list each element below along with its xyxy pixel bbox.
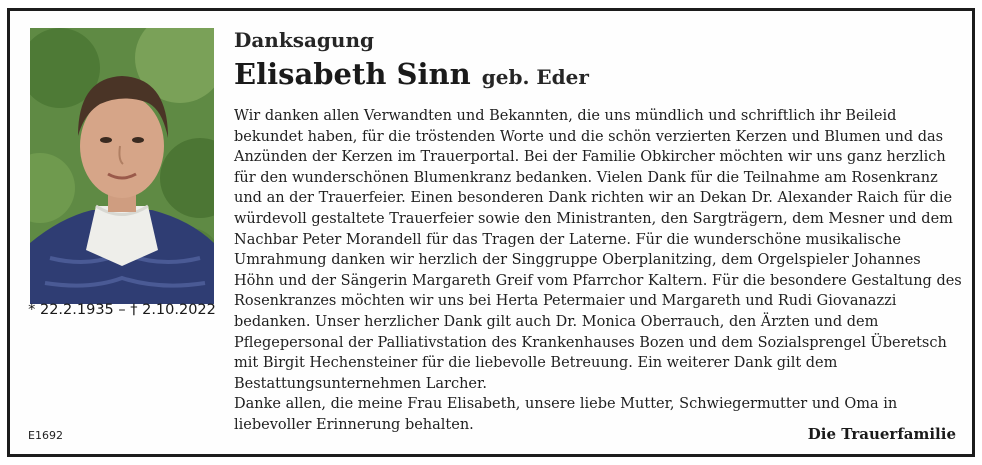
notice-heading: Danksagung <box>234 28 374 52</box>
notice-code: E1692 <box>28 429 63 442</box>
maiden-name: geb. Eder <box>481 65 589 89</box>
closing-paragraph: Danke allen, die meine Frau Elisabeth, unsere liebe Mutter, Schwiegermutter und Oma in liebevoller Erinnerung behalten. <box>234 396 898 433</box>
acknowledgement-text <box>234 106 964 436</box>
life-dates: * 22.2.1935 – † 2.10.2022 <box>28 302 216 318</box>
portrait-photo <box>30 28 214 304</box>
name-line <box>234 57 589 91</box>
deceased-name: Elisabeth Sinn <box>234 57 471 91</box>
signature: Die Trauerfamilie <box>807 425 956 443</box>
thanks-paragraph: Wir danken allen Verwandten und Bekannten, die uns mündlich und schriftlich ihr Beileid bekundet haben, für die tröstenden Worte und die schön verzierten Kerzen und Blumen und das Anzünden der Kerzen im Trauerportal. Bei der Familie Obkircher möchten wir uns ganz herzlich für den wunderschönen Blumenkranz bedanken. Vielen Dank für die Teilnahme am Rosenkranz und an der Trauerfeier. Einen besonderen Dank richten wir an Dekan Dr. Alexander Raich für die würdevoll gestaltete Trauerfeier sowie den Ministranten, den Sargträgern, dem Mesner und dem Nachbar Peter Morandell für das Tragen der Laterne. Für die wunderschöne musikalische Umrahmung danken wir herzlich der Singgruppe Oberplanitzing, dem Orgelspieler Johannes Höhn und der Sängerin Margareth Greif vom Pfarrchor Kaltern. Für die besondere Gestaltung des Rosenkranzes möchten wir uns bei Herta Petermaier und Margareth und Rudi Giovanazzi bedanken. Unser herzlicher Dank gilt auch Dr. Monica Oberrauch, den Ärzten und dem Pflegepersonal der Palliativstation des Krankenhauses Bozen und dem Sozialsprengel Überetsch mit Birgit Hechensteiner für die liebevolle Betreuung. Ein weiterer Dank gilt dem Bestattungsunternehmen Larcher. <box>234 108 962 392</box>
obituary-frame <box>7 8 975 457</box>
